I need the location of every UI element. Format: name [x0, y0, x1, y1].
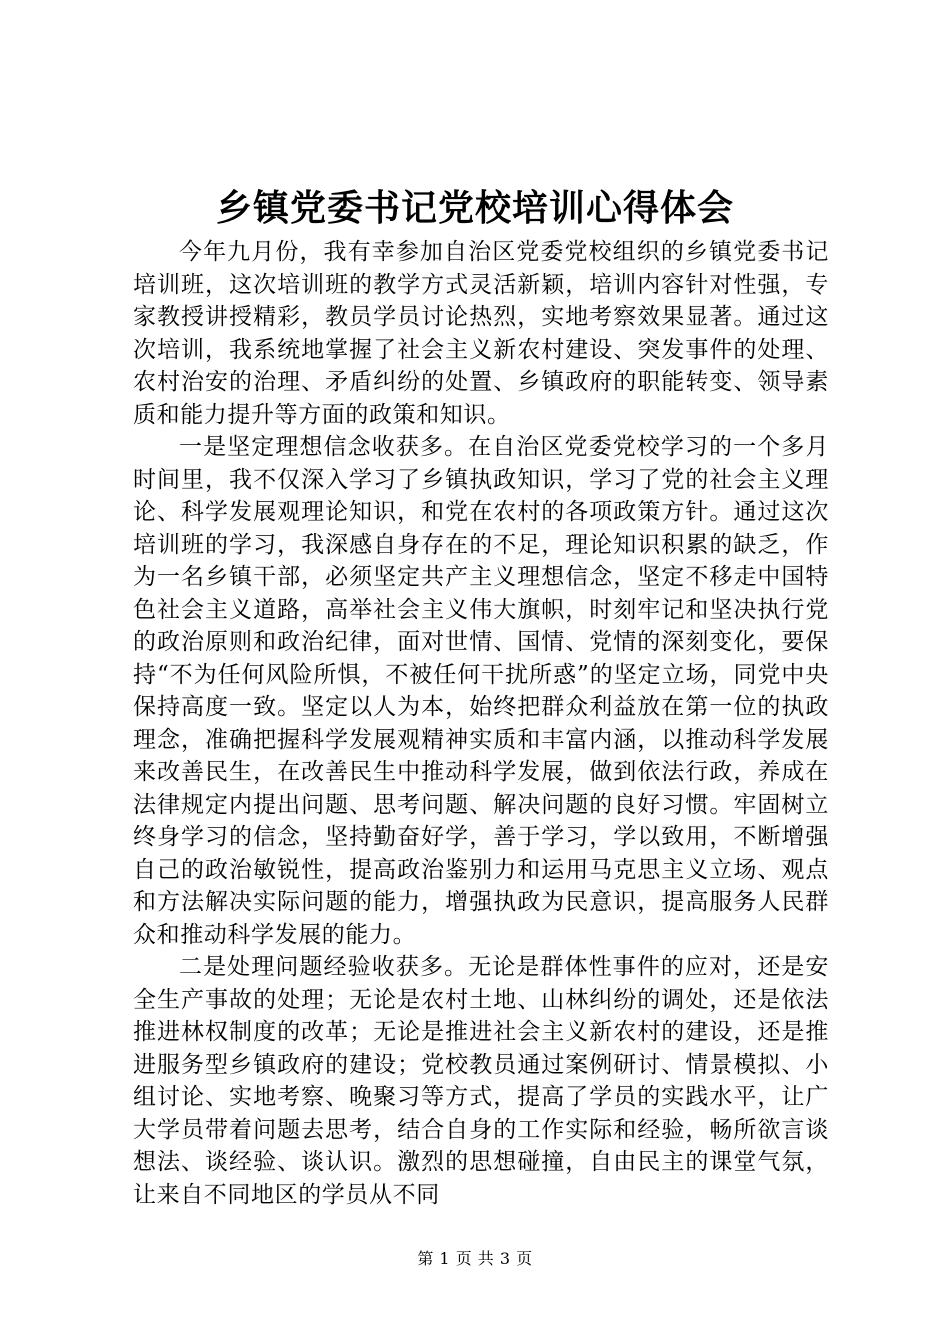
paragraph-intro: 今年九月份，我有幸参加自治区党委党校组织的乡镇党委书记培训班，这次培训班的教学方式灵活新颖，培训内容针对性强，专家教授讲授精彩，教员学员讨论热烈，实地考察效果显著。通过这次培训，我系统地掌握了社会主义新农村建设、突发事件的处理、农村治安的治理、矛盾纠纷的处置、乡镇政府的职能转变、领导素质和能力提升等方面的政策和知识。: [133, 239, 829, 428]
document-body: [133, 236, 829, 1211]
paragraph-experience: 二是处理问题经验收获多。无论是群体性事件的应对，还是安全生产事故的处理；无论是农村土地、山林纠纷的调处，还是依法推进林权制度的改革；无论是推进社会主义新农村的建设，还是推进服务型乡镇政府的建设；党校教员通过案例研讨、情景模拟、小组讨论、实地考察、晚聚习等方式，提高了学员的实践水平，让广大学员带着问题去思考，结合自身的工作实际和经验，畅所欲言谈想法、谈经验、谈认识。激烈的思想碰撞，自由民主的课堂气氛，让来自不同地区的学员从不同: [133, 954, 829, 1208]
page-number-footer: 第 1 页 共 3 页: [417, 1249, 533, 1268]
paragraph-ideals: 一是坚定理想信念收获多。在自治区党委党校学习的一个多月时间里，我不仅深入学习了乡镇执政知识，学习了党的社会主义理论、科学发展观理论知识，和党在农村的各项政策方针。通过这次培训班的学习，我深感自身存在的不足，理论知识积累的缺乏，作为一名乡镇干部，必须坚定共产主义理想信念，坚定不移走中国特色社会主义道路，高举社会主义伟大旗帜，时刻牢记和坚决执行党的政治原则和政治纪律，面对世情、国情、党情的深刻变化，要保持“不为任何风险所惧，不被任何干扰所惑”的坚定立场，同党中央保持高度一致。坚定以人为本，始终把群众利益放在第一位的执政理念，准确把握科学发展观精神实质和丰富内涵，以推动科学发展来改善民生，在改善民生中推动科学发展，做到依法行政，养成在法律规定内提出问题、思考问题、解决问题的良好习惯。牢固树立终身学习的信念，坚持勤奋好学，善于学习，学以致用，不断增强自己的政治敏锐性，提高政治鉴别力和运用马克思主义立场、观点和方法解决实际问题的能力，增强执政为民意识，提高服务人民群众和推动科学发展的能力。: [133, 434, 829, 948]
document-title: 乡镇党委书记党校培训心得体会: [215, 187, 734, 229]
